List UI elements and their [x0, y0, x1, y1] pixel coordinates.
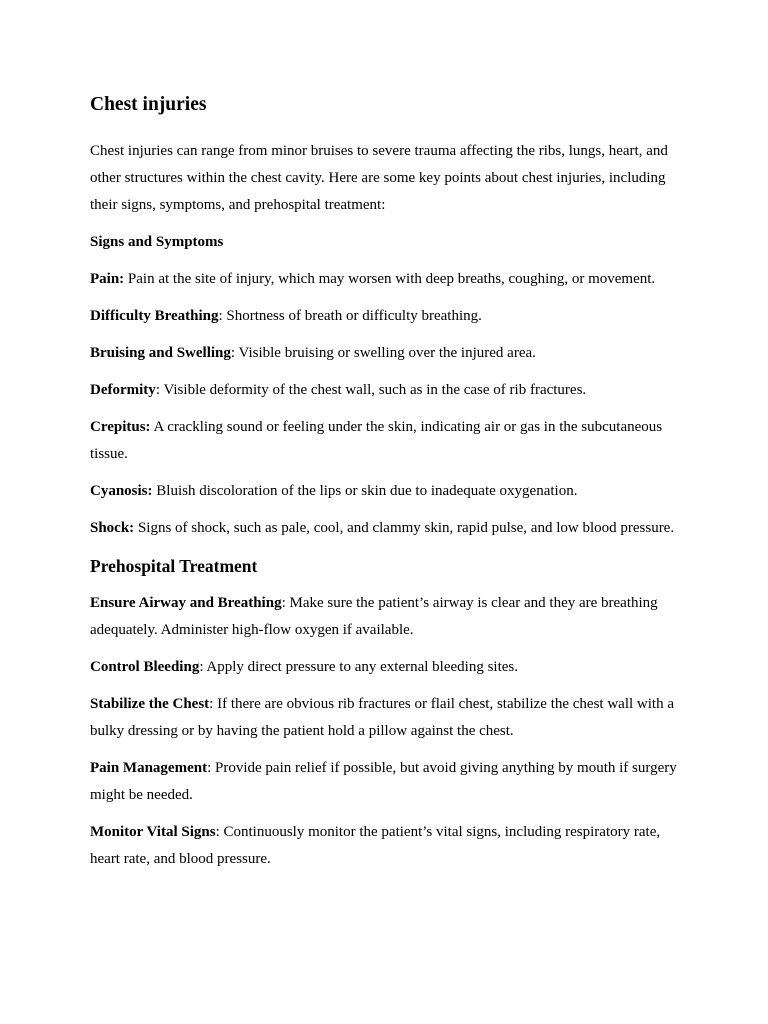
treatment-term: Pain Management [90, 760, 208, 776]
sign-term: Pain: [90, 271, 125, 287]
sign-term: Shock: [90, 520, 135, 536]
treatment-term: Control Bleeding [90, 659, 200, 675]
document-page [90, 91, 682, 873]
sign-item-cyanosis [90, 478, 682, 505]
sign-term: Bruising and Swelling [90, 345, 231, 361]
sign-text: : Visible bruising or swelling over the injured area. [230, 345, 536, 361]
sign-text: Bluish discoloration of the lips or skin due to inadequate oxygenation. [152, 483, 578, 499]
treatment-text: : If there are obvious rib fractures or flail chest, stabilize the chest wall with a bulky dressing or by having the patient hold a pillow against the chest. [90, 696, 674, 739]
sign-item-shock [90, 515, 682, 542]
sign-item-crepitus [90, 414, 682, 468]
intro-paragraph: Chest injuries can range from minor bruises to severe trauma affecting the ribs, lungs, heart, and other structures within the chest cavity. Here are some key points about chest injuries, including their signs, symptoms, and prehospital treatment: [90, 143, 668, 213]
signs-heading: Signs and Symptoms [90, 234, 224, 250]
sign-text: Pain at the site of injury, which may worsen with deep breaths, coughing, or movement. [124, 271, 656, 287]
sign-item-bruising-swelling [90, 340, 682, 367]
document-title: Chest injuries [90, 94, 207, 115]
treatment-term: Stabilize the Chest [90, 696, 210, 712]
treatment-item-pain-management [90, 755, 682, 809]
treatment-item-control-bleeding [90, 654, 682, 681]
sign-term: Deformity [90, 382, 156, 398]
sign-item-difficulty-breathing [90, 303, 682, 330]
sign-text: : Visible deformity of the chest wall, such as in the case of rib fractures. [155, 382, 587, 398]
treatment-text: : Continuously monitor the patient’s vital signs, including respiratory rate, heart rate, and blood pressure. [90, 824, 661, 867]
sign-term: Cyanosis: [90, 483, 153, 499]
treatment-text: : Provide pain relief if possible, but avoid giving anything by mouth if surgery might be needed. [90, 760, 677, 803]
treatment-item-airway [90, 590, 682, 644]
treatment-term: Monitor Vital Signs [90, 824, 216, 840]
sign-text: A crackling sound or feeling under the skin, indicating air or gas in the subcutaneous tissue. [90, 419, 663, 462]
treatment-item-monitor-vitals [90, 819, 682, 873]
sign-item-pain [90, 266, 682, 293]
treatment-text: : Make sure the patient’s airway is clear and they are breathing adequately. Administer high-flow oxygen if available. [90, 595, 658, 638]
treatment-text: : Apply direct pressure to any external bleeding sites. [199, 659, 518, 675]
sign-term: Difficulty Breathing [90, 308, 219, 324]
sign-term: Crepitus: [90, 419, 151, 435]
treatment-term: Ensure Airway and Breathing [90, 595, 282, 611]
treatment-heading: Prehospital Treatment [90, 556, 258, 576]
sign-text: : Shortness of breath or difficulty breathing. [218, 308, 482, 324]
treatment-item-stabilize-chest [90, 691, 682, 745]
sign-text: Signs of shock, such as pale, cool, and clammy skin, rapid pulse, and low blood pressure. [134, 520, 675, 536]
sign-item-deformity [90, 377, 682, 404]
